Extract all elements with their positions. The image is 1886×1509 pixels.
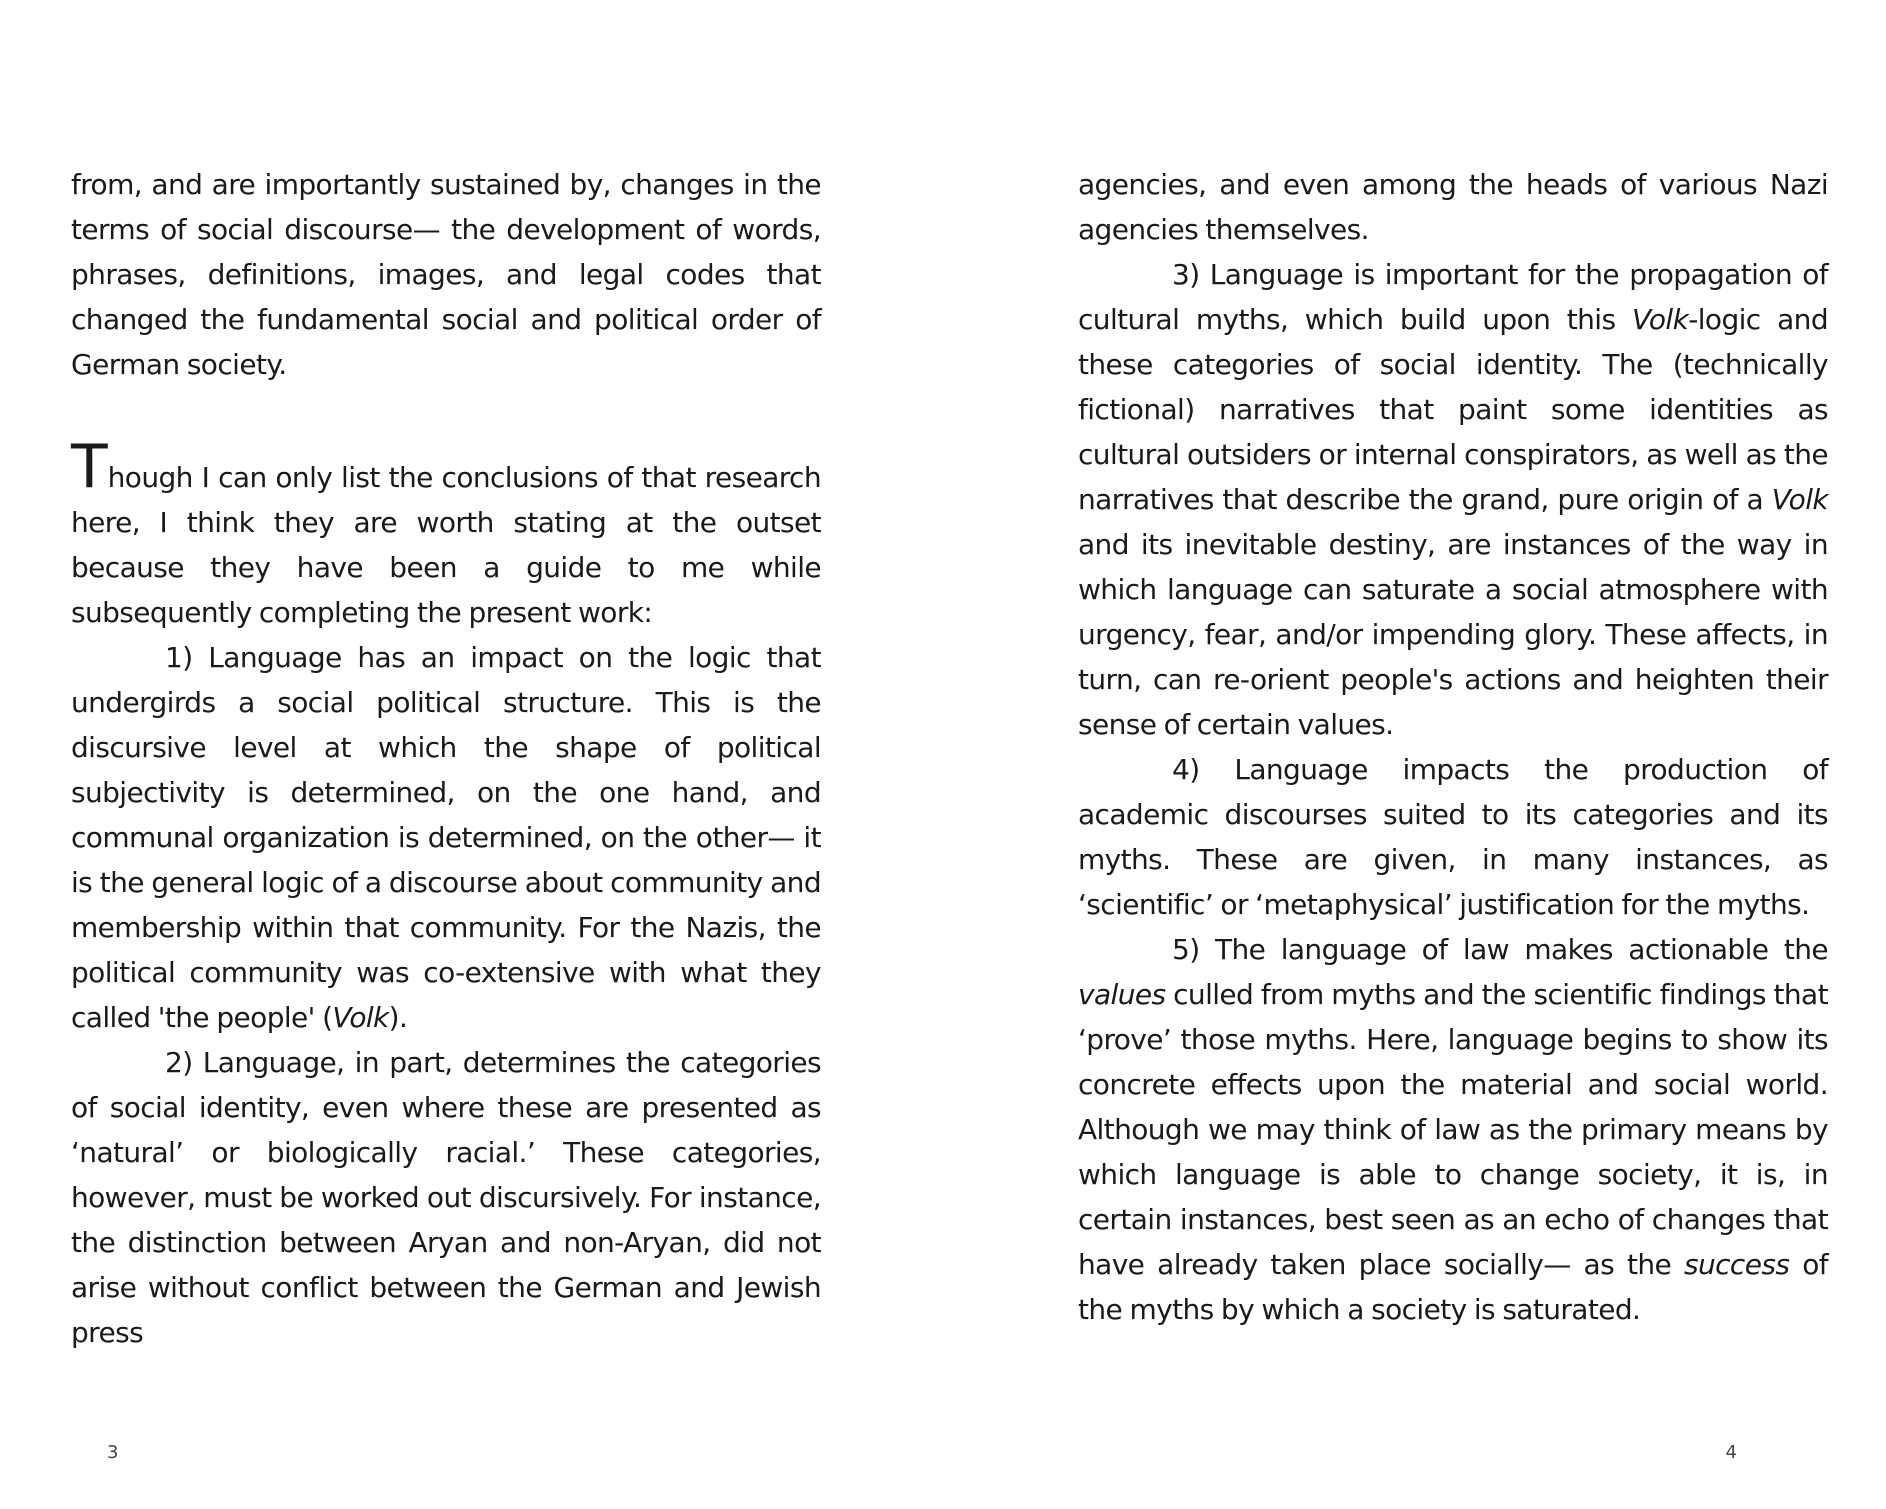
left-text-column (71, 162, 821, 1355)
page-number-right: 4 (1725, 1442, 1737, 1463)
intro-text: hough I can only list the conclusions of that research here, I think they are worth stating at the outset because they have been a guide to me while subsequently completing the present work: (71, 461, 821, 629)
point-4-paragraph: 4) Language impacts the production of academic discourses suited to its categories and its myths. These are given, in many instances, as ‘scientific’ or ‘metaphysical’ justification for the myths. (1078, 753, 1828, 921)
point-2-paragraph: 2) Language, in part, determines the categories of social identity, even where these are presented as ‘natural’ or biologically racial.’ These categories, however, must be worked out discursively. For instance, the distinction between Aryan and non-Aryan, did not arise without conflict between the German and Jewish press (71, 1046, 821, 1349)
page-number-left: 3 (107, 1442, 119, 1463)
point-3-italic-1: Volk (1631, 303, 1689, 336)
paragraph-continuation: from, and are importantly sustained by, changes in the terms of social discourse— the development of words, phrases, definitions, images, and legal codes that changed the fundamental social and political order of German society. (71, 168, 821, 381)
drop-cap: T (71, 432, 108, 502)
point-3-italic-2: Volk (1771, 483, 1828, 516)
point-5-paragraph (1078, 927, 1828, 1332)
point-5-italic-1: values (1078, 978, 1166, 1011)
point-3-text-b: -logic and these categories of social identity. The (technically fictional) narratives that paint some identities as cultural outsiders or internal conspirators, as well as the narratives that describe the grand, pure origin of a (1078, 303, 1828, 516)
point-3-paragraph (1078, 252, 1828, 747)
point-5-text-a: 5) The language of law makes actionable the (1172, 933, 1828, 966)
point-1-paragraph (71, 635, 821, 1040)
point-1-end: ). (388, 1001, 408, 1034)
right-text-column (1078, 162, 1828, 1332)
point-5-text-c: of the myths by which a society is saturated. (1078, 1248, 1829, 1326)
point-5-italic-2: success (1684, 1248, 1790, 1281)
intro-paragraph (71, 432, 821, 635)
point-5-text-b: culled from myths and the scientific findings that ‘prove’ those myths. Here, language begins to show its concrete effects upon the material and social world. Although we may think of law as the primary means by which language is able to change society, it is, in certain instances, best seen as an echo of changes that have already taken place socially— as the (1078, 978, 1828, 1281)
point-3-text-c: and its inevitable destiny, are instances of the way in which language can saturate a social atmosphere with urgency, fear, and/or impending glory. These affects, in turn, can re-orient people's actions and heighten their sense of certain values. (1078, 528, 1828, 741)
point-3-text-a: 3) Language is important for the propagation of cultural myths, which build upon this (1078, 258, 1828, 336)
point-1-text: 1) Language has an impact on the logic that undergirds a social political structure. This is the discursive level at which the shape of political subjectivity is determined, on the one hand, and communal organization is determined, on the other— it is the general logic of a discourse about community and membership within that community. For the Nazis, the political community was co-extensive with what they called 'the people' ( (71, 641, 821, 1034)
paragraph-continuation: agencies, and even among the heads of various Nazi agencies themselves. (1078, 168, 1828, 246)
point-1-italic: Volk (332, 1001, 389, 1034)
right-page (943, 0, 1886, 1509)
